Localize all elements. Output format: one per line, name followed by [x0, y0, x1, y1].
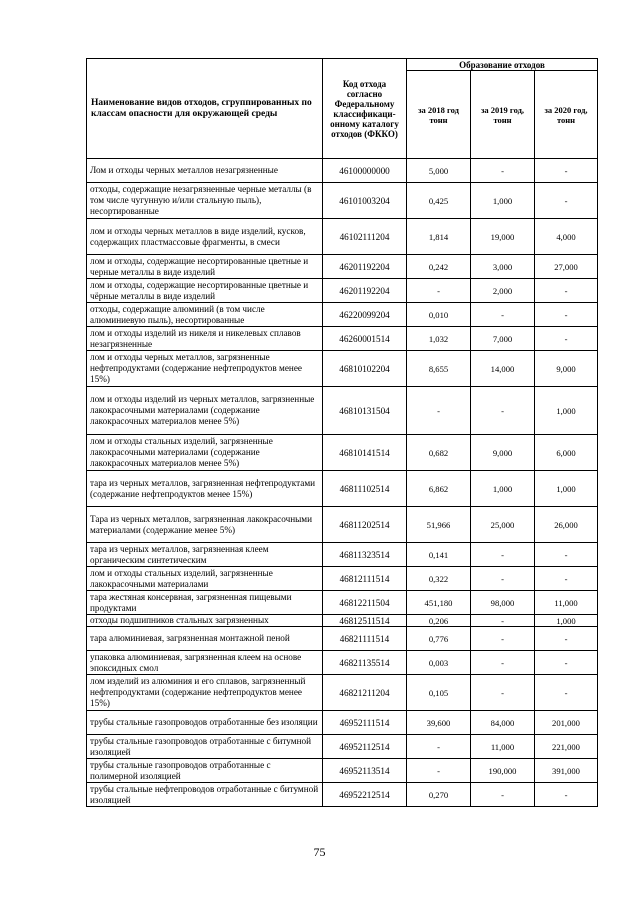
value-2018-cell: 39,600	[407, 711, 471, 735]
table-row	[87, 351, 598, 387]
waste-name-cell: упаковка алюминиевая, загрязненная клеем на основе эпоксидных смол	[87, 651, 323, 675]
value-2018-cell: 0,105	[407, 675, 471, 711]
fkko-code-cell: 46812511514	[323, 615, 407, 627]
waste-name-cell: тара из черных металлов, загрязненная клеем органическим синтетическим	[87, 543, 323, 567]
fkko-code-cell: 46812111514	[323, 567, 407, 591]
waste-name-cell: трубы стальные газопроводов отработанные без изоляции	[87, 711, 323, 735]
value-2020-cell: -	[535, 675, 598, 711]
fkko-code-cell: 46952113514	[323, 759, 407, 783]
fkko-code-cell: 46810131504	[323, 387, 407, 435]
value-2020-cell: 221,000	[535, 735, 598, 759]
value-2020-cell: 11,000	[535, 591, 598, 615]
table-body	[87, 159, 598, 807]
waste-name-cell: трубы стальные газопроводов отработанные с битумной изоляцией	[87, 735, 323, 759]
table-row	[87, 543, 598, 567]
table-row	[87, 279, 598, 303]
value-2018-cell: 0,322	[407, 567, 471, 591]
table-row	[87, 783, 598, 807]
waste-name-cell: тара из черных металлов, загрязненная нефтепродуктами (содержание нефтепродуктов менее 15%)	[87, 471, 323, 507]
value-2019-cell: 190,000	[471, 759, 535, 783]
value-2019-cell: -	[471, 387, 535, 435]
value-2020-cell: -	[535, 627, 598, 651]
fkko-code-cell: 46811202514	[323, 507, 407, 543]
value-2018-cell: 0,776	[407, 627, 471, 651]
value-2019-cell: 3,000	[471, 255, 535, 279]
value-2018-cell: 451,180	[407, 591, 471, 615]
header-year-2020: за 2020 год, тонн	[535, 71, 598, 159]
value-2020-cell: -	[535, 303, 598, 327]
document-page	[86, 58, 597, 807]
value-2020-cell: -	[535, 543, 598, 567]
waste-table	[86, 58, 598, 807]
value-2020-cell: -	[535, 567, 598, 591]
value-2018-cell: 0,003	[407, 651, 471, 675]
value-2019-cell: 19,000	[471, 219, 535, 255]
value-2019-cell: 25,000	[471, 507, 535, 543]
value-2018-cell: 5,000	[407, 159, 471, 183]
value-2019-cell: -	[471, 627, 535, 651]
value-2020-cell: -	[535, 279, 598, 303]
value-2018-cell: 8,655	[407, 351, 471, 387]
waste-name-cell: Тара из черных металлов, загрязненная лакокрасочными материалами (содержание менее 5%)	[87, 507, 323, 543]
fkko-code-cell: 46812211504	[323, 591, 407, 615]
value-2020-cell: 6,000	[535, 435, 598, 471]
value-2020-cell: -	[535, 783, 598, 807]
waste-name-cell: трубы стальные газопроводов отработанные с полимерной изоляцией	[87, 759, 323, 783]
value-2020-cell: 1,000	[535, 615, 598, 627]
waste-name-cell: лом и отходы, содержащие несортированные цветные и чёрные металлы в виде изделий	[87, 279, 323, 303]
table-row	[87, 387, 598, 435]
value-2020-cell: 201,000	[535, 711, 598, 735]
waste-name-cell: Лом и отходы черных металлов незагрязненные	[87, 159, 323, 183]
header-year-2018: за 2018 год тонн	[407, 71, 471, 159]
fkko-code-cell: 46260001514	[323, 327, 407, 351]
waste-name-cell: отходы подшипников стальных загрязненных	[87, 615, 323, 627]
value-2018-cell: 0,206	[407, 615, 471, 627]
waste-name-cell: лом изделий из алюминия и его сплавов, загрязненный нефтепродуктами (содержание нефтепродуктов менее 15%)	[87, 675, 323, 711]
table-row	[87, 159, 598, 183]
table-row	[87, 435, 598, 471]
table-row	[87, 711, 598, 735]
value-2019-cell: 7,000	[471, 327, 535, 351]
fkko-code-cell: 46952212514	[323, 783, 407, 807]
value-2020-cell: -	[535, 183, 598, 219]
value-2018-cell: 1,814	[407, 219, 471, 255]
value-2020-cell: 1,000	[535, 387, 598, 435]
value-2020-cell: 27,000	[535, 255, 598, 279]
value-2019-cell: -	[471, 567, 535, 591]
table-row	[87, 219, 598, 255]
waste-name-cell: тара жестяная консервная, загрязненная пищевыми продуктами	[87, 591, 323, 615]
value-2020-cell: -	[535, 327, 598, 351]
value-2018-cell: 51,966	[407, 507, 471, 543]
fkko-code-cell: 46100000000	[323, 159, 407, 183]
value-2019-cell: 11,000	[471, 735, 535, 759]
fkko-code-cell: 46810102204	[323, 351, 407, 387]
value-2019-cell: -	[471, 783, 535, 807]
value-2019-cell: 9,000	[471, 435, 535, 471]
value-2018-cell: 0,270	[407, 783, 471, 807]
value-2018-cell: 0,010	[407, 303, 471, 327]
waste-name-cell: лом и отходы изделий из черных металлов, загрязненные лакокрасочными материалами (содержание лакокрасочных материалов менее 5%)	[87, 387, 323, 435]
table-row	[87, 507, 598, 543]
waste-name-cell: трубы стальные нефтепроводов отработанные с битумной изоляцией	[87, 783, 323, 807]
value-2018-cell: 0,682	[407, 435, 471, 471]
waste-name-cell: отходы, содержащие алюминий (в том числе алюминиевую пыль), несортированные	[87, 303, 323, 327]
fkko-code-cell: 46952111514	[323, 711, 407, 735]
table-row	[87, 591, 598, 615]
fkko-code-cell: 46220099204	[323, 303, 407, 327]
table-row	[87, 471, 598, 507]
header-waste-generation: Образование отходов	[407, 59, 598, 71]
header-fkko-code: Код отхода согласно Федеральному классификаци-онному каталогу отходов (ФККО)	[323, 59, 407, 159]
fkko-code-cell: 46821211204	[323, 675, 407, 711]
fkko-code-cell: 46821111514	[323, 627, 407, 651]
value-2019-cell: 2,000	[471, 279, 535, 303]
fkko-code-cell: 46201192204	[323, 279, 407, 303]
table-row	[87, 615, 598, 627]
table-row	[87, 303, 598, 327]
header-waste-type: Наименование видов отходов, сгруппированных по классам опасности для окружающей среды	[87, 59, 323, 159]
value-2018-cell: 0,242	[407, 255, 471, 279]
value-2019-cell: -	[471, 159, 535, 183]
value-2019-cell: -	[471, 615, 535, 627]
waste-name-cell: лом и отходы черных металлов, загрязненные нефтепродуктами (содержание нефтепродуктов менее 15%)	[87, 351, 323, 387]
value-2020-cell: -	[535, 159, 598, 183]
table-row	[87, 255, 598, 279]
header-year-2019: за 2019 год, тонн	[471, 71, 535, 159]
table-row	[87, 675, 598, 711]
fkko-code-cell: 46810141514	[323, 435, 407, 471]
value-2018-cell: 0,425	[407, 183, 471, 219]
value-2018-cell: -	[407, 759, 471, 783]
value-2020-cell: -	[535, 651, 598, 675]
value-2020-cell: 4,000	[535, 219, 598, 255]
value-2019-cell: 84,000	[471, 711, 535, 735]
fkko-code-cell: 46821135514	[323, 651, 407, 675]
value-2020-cell: 9,000	[535, 351, 598, 387]
value-2020-cell: 391,000	[535, 759, 598, 783]
fkko-code-cell: 46101003204	[323, 183, 407, 219]
value-2019-cell: 1,000	[471, 183, 535, 219]
waste-name-cell: лом и отходы, содержащие несортированные цветные и черные металлы в виде изделий	[87, 255, 323, 279]
value-2018-cell: -	[407, 735, 471, 759]
table-row	[87, 183, 598, 219]
fkko-code-cell: 46102111204	[323, 219, 407, 255]
waste-name-cell: лом и отходы изделий из никеля и никелевых сплавов незагрязненные	[87, 327, 323, 351]
value-2019-cell: -	[471, 651, 535, 675]
table-row	[87, 759, 598, 783]
value-2019-cell: 1,000	[471, 471, 535, 507]
table-row	[87, 627, 598, 651]
value-2018-cell: -	[407, 387, 471, 435]
table-row	[87, 567, 598, 591]
table-row	[87, 651, 598, 675]
value-2019-cell: -	[471, 303, 535, 327]
fkko-code-cell: 46811102514	[323, 471, 407, 507]
waste-name-cell: лом и отходы черных металлов в виде изделий, кусков, содержащих пластмассовые фрагменты, в смеси	[87, 219, 323, 255]
value-2019-cell: -	[471, 543, 535, 567]
table-row	[87, 327, 598, 351]
page-number: 75	[313, 845, 326, 859]
waste-name-cell: тара алюминиевая, загрязненная монтажной пеной	[87, 627, 323, 651]
fkko-code-cell: 46952112514	[323, 735, 407, 759]
value-2018-cell: 6,862	[407, 471, 471, 507]
fkko-code-cell: 46201192204	[323, 255, 407, 279]
fkko-code-cell: 46811323514	[323, 543, 407, 567]
table-header	[87, 59, 598, 159]
waste-name-cell: отходы, содержащие незагрязненные черные металлы (в том числе чугунную и/или стальную пыль), несортированные	[87, 183, 323, 219]
value-2018-cell: 1,032	[407, 327, 471, 351]
value-2018-cell: 0,141	[407, 543, 471, 567]
value-2019-cell: 14,000	[471, 351, 535, 387]
value-2020-cell: 1,000	[535, 471, 598, 507]
value-2019-cell: -	[471, 675, 535, 711]
value-2019-cell: 98,000	[471, 591, 535, 615]
table-row	[87, 735, 598, 759]
waste-name-cell: лом и отходы стальных изделий, загрязненные лакокрасочными материалами (содержание лакокрасочных материалов менее 5%)	[87, 435, 323, 471]
value-2018-cell: -	[407, 279, 471, 303]
value-2020-cell: 26,000	[535, 507, 598, 543]
waste-name-cell: лом и отходы стальных изделий, загрязненные лакокрасочными материалами	[87, 567, 323, 591]
